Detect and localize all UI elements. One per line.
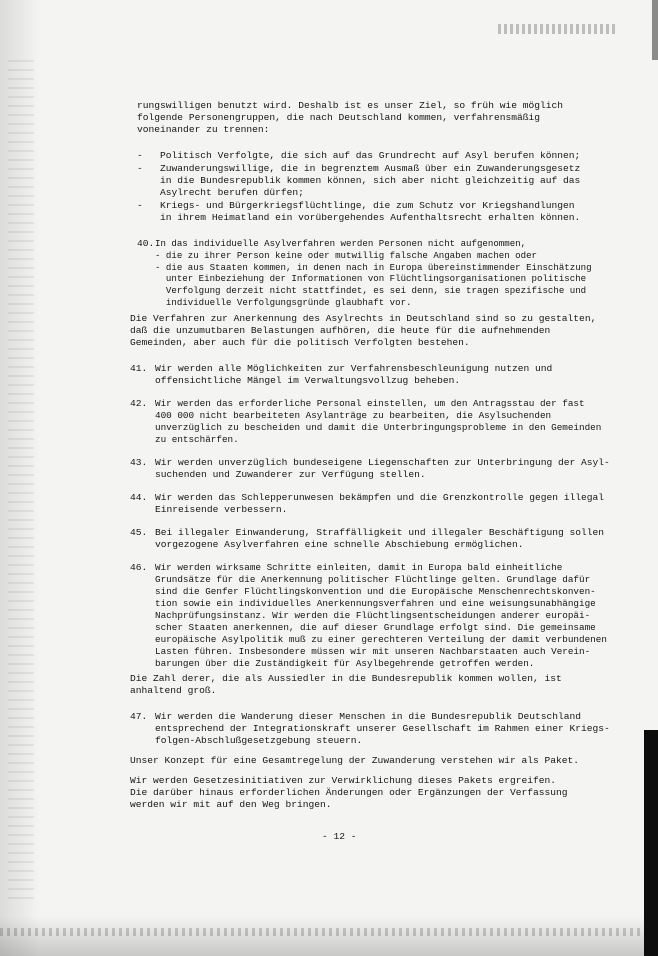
scan-noise-left	[8, 60, 34, 900]
intro-line: rungswilligen benutzt wird. Deshalb ist es unser Ziel, so früh wie möglich	[137, 100, 564, 111]
item-line: unverzüglich zu bescheiden und damit die Unterbringungsprobleme in den Gemeinden	[155, 422, 602, 433]
item-line: Wir werden das Schlepperunwesen bekämpfen und die Grenzkontrolle gegen illegal	[155, 492, 605, 503]
item-line: Wir werden unverzüglich bundeseigene Liegenschaften zur Unterbringung der Asyl-	[155, 457, 610, 468]
item-number: 46.	[130, 562, 148, 573]
item-line: vorgezogene Asylverfahren eine schnelle Abschiebung ermöglichen.	[155, 539, 524, 550]
paragraph-line: Die Verfahren zur Anerkennung des Asylrechts in Deutschland sind so zu gestalten,	[130, 313, 597, 324]
item-line: Grundsätze für die Anerkennung politischer Flüchtlinge gelten. Grundlage dafür	[155, 574, 591, 585]
intro-line: voneinander zu trennen:	[137, 124, 270, 135]
item-number: 45.	[130, 527, 148, 538]
item-line: - die zu ihrer Person keine oder mutwillig falsche Angaben machen oder	[155, 250, 537, 261]
item-line: Wir werden die Wanderung dieser Menschen in die Bundesrepublik Deutschland	[155, 711, 582, 722]
item-number: 40.	[137, 238, 155, 249]
item-line: Bei illegaler Einwanderung, Straffälligkeit und illegaler Beschäftigung sollen	[155, 527, 605, 538]
item-line: In das individuelle Asylverfahren werden Personen nicht aufgenommen,	[155, 238, 527, 249]
item-line: offensichtliche Mängel im Verwaltungsvollzug beheben.	[155, 375, 461, 386]
item-line: entsprechend der Integrationskraft unserer Gesellschaft im Rahmen einer Kriegs-	[155, 723, 610, 734]
item-number: 47.	[130, 711, 148, 722]
paragraph-line: daß die unzumutbaren Belastungen aufhören, die heute für die aufnehmenden	[130, 325, 551, 336]
scan-noise-top-right	[498, 24, 618, 34]
item-number: 43.	[130, 457, 148, 468]
item-line: europäische Asylpolitik muß zu einer gerechteren Verteilung der damit verbundenen	[155, 634, 607, 645]
item-line: Wir werden alle Möglichkeiten zur Verfahrensbeschleunigung nutzen und	[155, 363, 553, 374]
bullet-line: in ihrem Heimatland ein vorübergehendes Aufenthaltsrecht erhalten können.	[160, 212, 581, 223]
closing-line: Die darüber hinaus erforderlichen Änderungen oder Ergänzungen der Verfassung	[130, 787, 568, 798]
item-line: barungen über die Zuständigkeit für Asylbegehrende getroffen werden.	[155, 658, 535, 669]
bullet-line: Politisch Verfolgte, die sich auf das Grundrecht auf Asyl berufen können;	[160, 150, 581, 161]
scan-edge-bottom	[0, 916, 658, 956]
bullet-marker: -	[137, 150, 143, 161]
bullet-marker: -	[137, 200, 143, 211]
item-line: scher Staaten anerkennen, die auf dieser Grundlage erfolgt sind. Die gemeinsame	[155, 622, 596, 633]
item-number: 42.	[130, 398, 148, 409]
item-line: 400 000 nicht bearbeiteten Asylanträge zu bearbeiten, die Asylsuchenden	[155, 410, 552, 421]
closing-line: Unser Konzept für eine Gesamtregelung der Zuwanderung verstehen wir als Paket.	[130, 755, 580, 766]
bullet-line: in die Bundesrepublik kommen können, sich aber nicht gleichzeitig auf das	[160, 175, 581, 186]
item-line: Wir werden wirksame Schritte einleiten, damit in Europa bald einheitliche	[155, 562, 563, 573]
scan-shadow-right	[652, 0, 658, 60]
item-number: 44.	[130, 492, 148, 503]
item-number: 41.	[130, 363, 148, 374]
item-line: unter Einbeziehung der Informationen von Flüchtlingsorganisationen politische	[155, 273, 587, 284]
item-line: Einreisende verbessern.	[155, 504, 288, 515]
item-line: tion sowie ein individuelles Anerkennungsverfahren und eine weisungsunabhängige	[155, 598, 596, 609]
scan-noise-bottom	[0, 928, 658, 936]
item-line: sind die Genfer Flüchtlingskonvention und die Europäische Menschenrechtskonven-	[155, 586, 596, 597]
item-line: suchenden und Zuwanderer zur Verfügung stellen.	[155, 469, 426, 480]
item-line: folgen-Abschlußgesetzgebung steuern.	[155, 735, 363, 746]
closing-line: werden wir mit auf den Weg bringen.	[130, 799, 332, 810]
scan-bar-right	[644, 730, 658, 956]
item-line: zu entschärfen.	[155, 434, 239, 445]
item-line: individuelle Verfolgungsgründe glaubhaft vor.	[155, 297, 412, 308]
intro-line: folgende Personengruppen, die nach Deutschland kommen, verfahrensmäßig	[137, 112, 541, 123]
bullet-marker: -	[137, 163, 143, 174]
bullet-line: Asylrecht berufen dürfen;	[160, 187, 304, 198]
paragraph-line: Gemeinden, aber auch für die politisch Verfolgten bestehen.	[130, 337, 470, 348]
item-line: Wir werden das erforderliche Personal einstellen, um den Antragsstau der fast	[155, 398, 585, 409]
page-number: - 12 -	[322, 831, 357, 842]
bullet-line: Kriegs- und Bürgerkriegsflüchtlinge, die zum Schutz vor Kriegshandlungen	[160, 200, 575, 211]
item-line: - die aus Staaten kommen, in denen nach in Europa übereinstimmender Einschätzung	[155, 262, 592, 273]
item-line: Nachprüfungsinstanz. Wir werden die Flüchtlingsentscheidungen anderer europäi-	[155, 610, 591, 621]
item-line: Verfolgung derzeit nicht stattfindet, es sei denn, sie tragen spezifische und	[155, 285, 587, 296]
paragraph-line: anhaltend groß.	[130, 685, 217, 696]
item-line: Lasten führen. Insbesondere müssen wir mit unseren Nachbarstaaten auch Verein-	[155, 646, 591, 657]
bullet-line: Zuwanderungswillige, die in begrenztem Ausmaß über ein Zuwanderungsgesetz	[160, 163, 581, 174]
closing-line: Wir werden Gesetzesinitiativen zur Verwirklichung dieses Pakets ergreifen.	[130, 775, 557, 786]
paragraph-line: Die Zahl derer, die als Aussiedler in die Bundesrepublik kommen wollen, ist	[130, 673, 562, 684]
